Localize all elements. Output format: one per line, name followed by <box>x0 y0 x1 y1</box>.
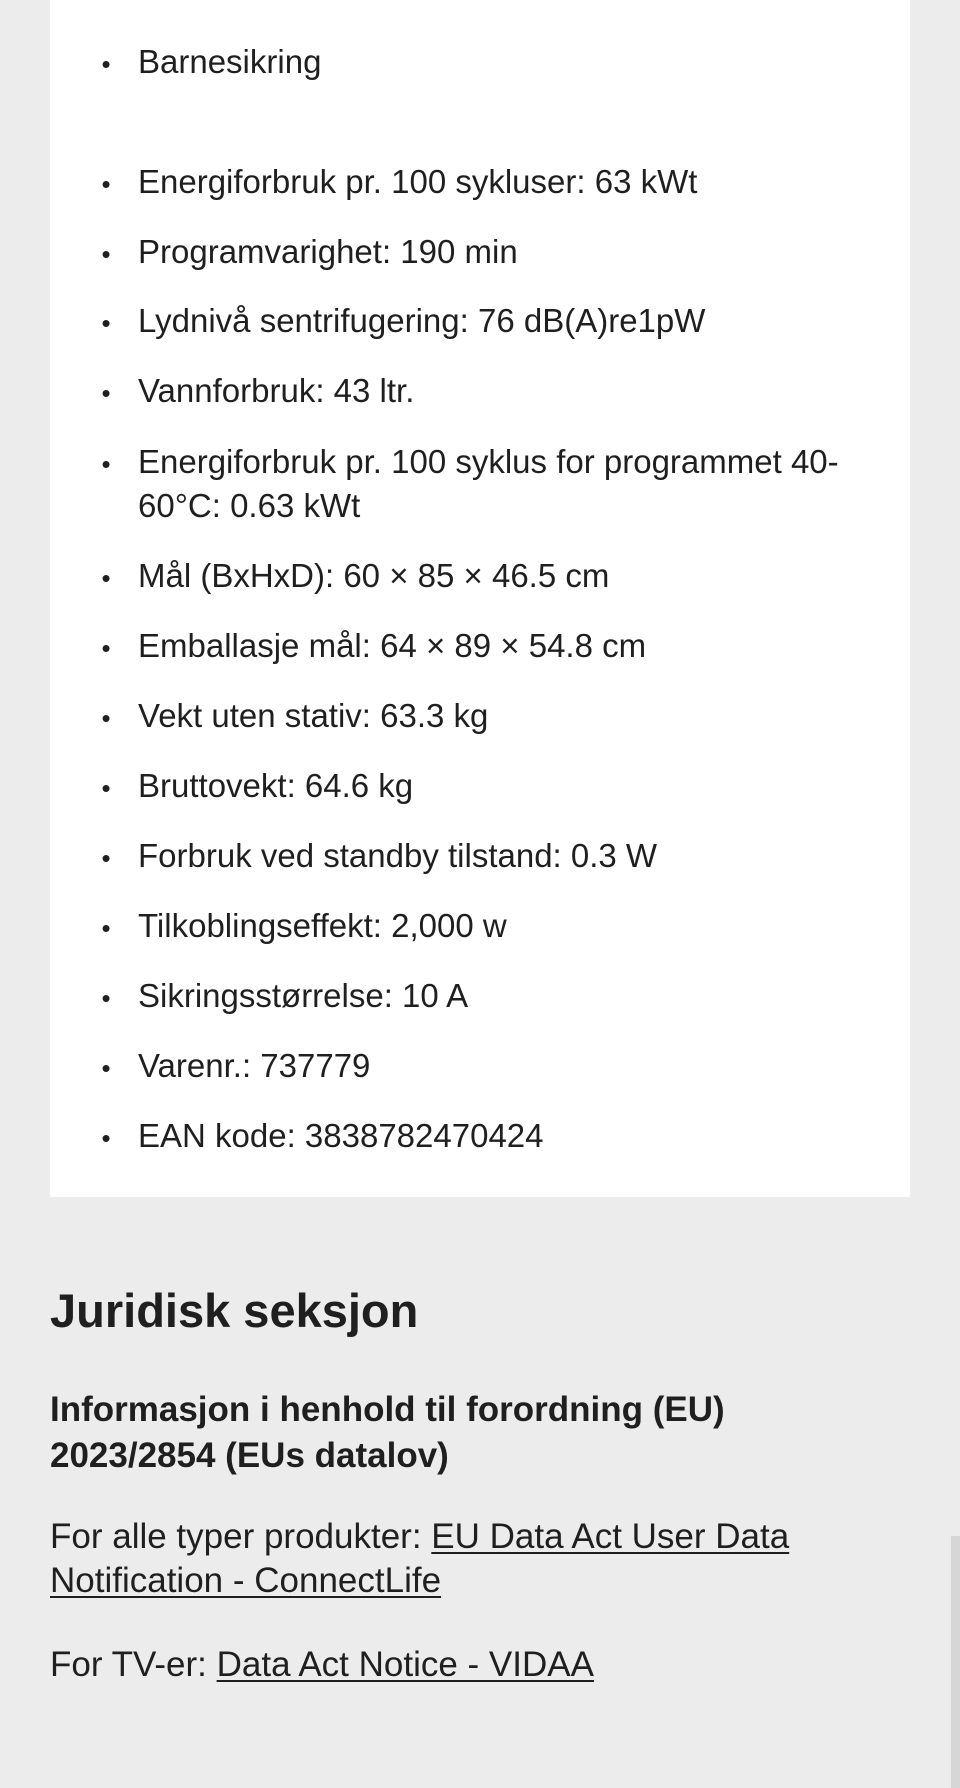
specifications-card: • Barnesikring • Energiforbruk pr. 100 sykluser: 63 kWt • Programvarighet: 190 min • Lydnivå sentrifugering: 76 dB(A)re1pW • Vannforbruk: 43 ltr. • Energiforbruk pr. 100 syklus for programmet 40-60°C: 0.63 kWt • Mål (BxHxD): 60 × 85 × 46.5 cm • Emballasje mål: 64 × 89 × 54.8 cm • Vekt uten stativ: 63.3 kg • Bruttovekt: 64.6 kg • Forbruk ved standby tilstand: 0.3 W • Tilkoblingseffekt: 2,000 w • Sikringsstørrelse: 10 A • Varenr.: 737779 • EAN kode: 3838782470424 <box>50 0 910 1197</box>
bullet-icon <box>100 904 112 950</box>
vidaa-data-act-notice-link[interactable]: Data Act Notice - VIDAA <box>216 1645 594 1684</box>
all-products-label: For alle typer produkter: <box>50 1517 432 1556</box>
bullet-icon <box>100 974 112 1020</box>
bullet-icon <box>100 764 112 810</box>
bullet-icon <box>100 624 112 670</box>
bullet-icon <box>100 160 112 206</box>
legal-section-title: Juridisk seksjon <box>50 1284 419 1337</box>
all-products-notice <box>50 1515 890 1603</box>
bullet-icon <box>100 1114 112 1160</box>
bullet-icon <box>100 299 112 345</box>
scrollbar-thumb[interactable] <box>951 1536 960 1788</box>
tv-label: For TV-er: <box>50 1645 217 1684</box>
bullet-icon <box>100 369 112 415</box>
eu-data-act-heading: Informasjon i henhold til forordning (EU) 2023/2854 (EUs datalov) <box>50 1390 725 1475</box>
bullet-icon <box>100 834 112 880</box>
tv-notice <box>50 1643 890 1687</box>
bullet-icon <box>100 1044 112 1090</box>
bullet-icon <box>100 554 112 600</box>
bullet-icon <box>100 440 112 486</box>
bullet-icon <box>100 694 112 740</box>
legal-section <box>50 1283 870 1684</box>
connectlife-data-notification-link[interactable]: EU Data Act User Data Notification - ConnectLife <box>50 1517 790 1600</box>
bullet-icon <box>100 230 112 276</box>
bullet-icon <box>100 40 112 86</box>
